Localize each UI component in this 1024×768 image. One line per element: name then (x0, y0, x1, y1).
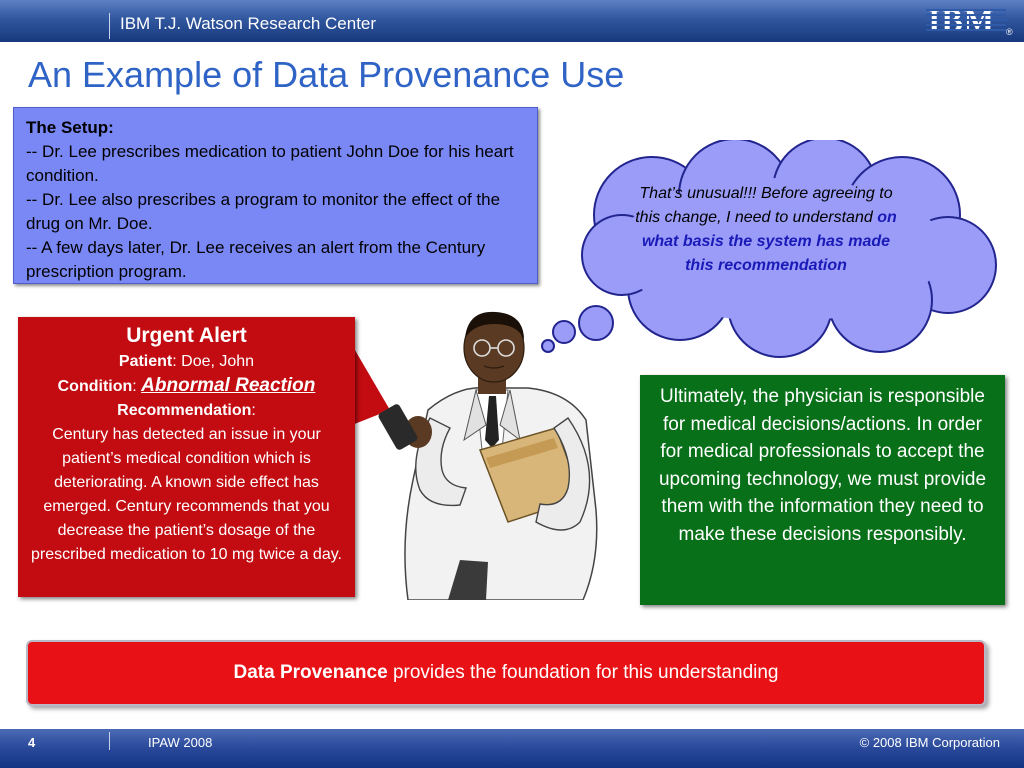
setup-line: -- Dr. Lee also prescribes a program to monitor the effect of the drug on Mr. Doe. (26, 190, 501, 233)
alert-condition-sep: : (132, 378, 142, 395)
slide-title: An Example of Data Provenance Use (28, 54, 625, 95)
alert-recommendation-text: Century has detected an issue in your patient’s medical condition which is deteriorating. A known side effect has emerged. Century recommends that you decrease the patient’s dosage of the prescribed medication to 10 mg twice a day. (31, 426, 342, 563)
setup-heading: The Setup: (26, 118, 114, 137)
ibm-logo-icon (926, 4, 1018, 38)
setup-box (13, 107, 538, 284)
footer-divider (109, 732, 110, 750)
alert-patient-row (26, 350, 347, 374)
page-number: 4 (28, 735, 36, 750)
alert-recommendation-label: Recommendation (117, 402, 252, 419)
banner-bold: Data Provenance (233, 662, 388, 683)
doctor-clipart-icon (368, 300, 628, 600)
footer-conference: IPAW 2008 (148, 735, 213, 750)
conclusion-box (640, 375, 1005, 605)
alert-condition-label: Condition (57, 378, 133, 395)
setup-line: -- Dr. Lee prescribes medication to patient John Doe for his heart condition. (26, 142, 514, 185)
alert-patient-label: Patient (118, 353, 173, 370)
footer-copyright: © 2008 IBM Corporation (859, 735, 1000, 750)
alert-title: Urgent Alert (126, 324, 247, 347)
header-divider (109, 13, 110, 39)
thought-text (630, 182, 902, 278)
setup-line: -- A few days later, Dr. Lee receives an alert from the Century prescription program. (26, 238, 486, 281)
alert-recommendation-sep: : (251, 402, 256, 419)
header-title: IBM T.J. Watson Research Center (120, 14, 377, 33)
ibm-logo-registered: ® (1006, 27, 1013, 37)
provenance-banner (26, 640, 986, 706)
conclusion-text: Ultimately, the physician is responsible for medical decisions/actions. In order for medical professionals to accept the upcoming technology, we must provide them with the information they need to make these decisions responsibly. (658, 386, 987, 545)
banner-text (233, 662, 778, 684)
alert-patient-value: : Doe, John (172, 353, 255, 370)
thought-text-plain: That’s unusual!!! Before agreeing to this change, I need to understand (635, 185, 893, 226)
banner-rest: provides the foundation for this understanding (387, 662, 779, 683)
thought-text-highlight: on what basis the system has made this recommendation (641, 209, 897, 274)
alert-recommendation-row (26, 399, 347, 423)
urgent-alert-box (18, 317, 355, 597)
alert-condition-value: Abnormal Reaction (141, 375, 316, 396)
alert-condition-row (26, 374, 347, 399)
